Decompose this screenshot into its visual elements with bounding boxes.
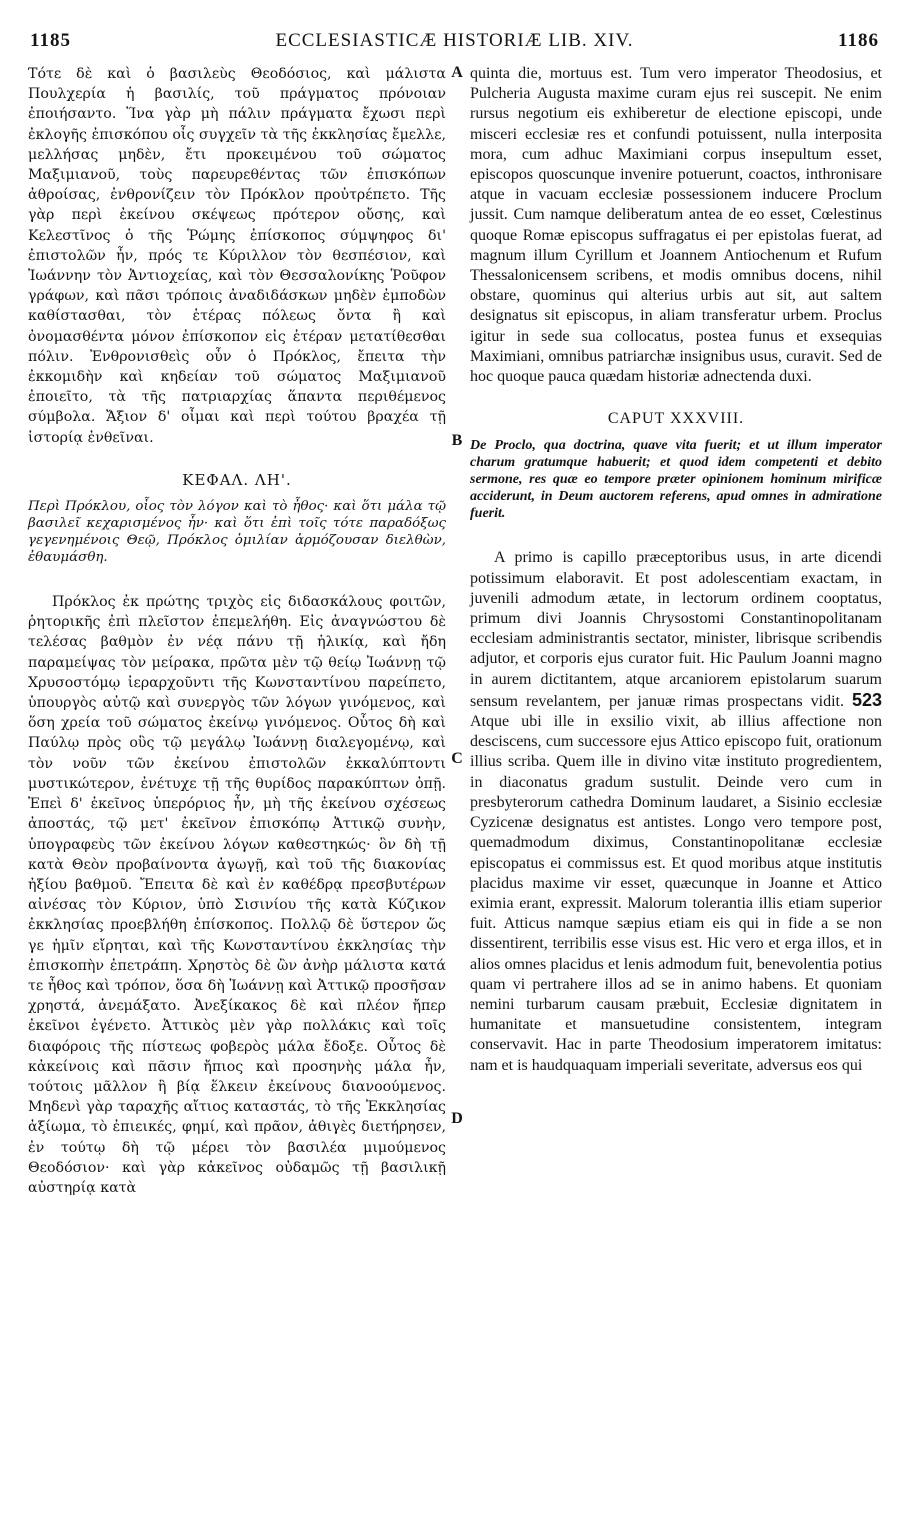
greek-column: [28, 64, 446, 1198]
latin-paragraph-1: quinta die, mortuus est. Tum vero imperator Theodosius, et Pulcheria Augusta maxime curam ejus rei suscepit. Ne enim rursus negotium eis exhiberetur de electione episcopi, unde misceri ecclesiæ res et confundi potuissent, nulla interposita mora, cum adhuc Maximiani corpus insepultum esset, episcopos quoscunque invenire potuerunt, coactos, inthronisare atque in vacuam ecclesiæ possessionem inducere Proclum jussit. Cum namque deliberatum antea de eo esset, Cœlestinus quoque Romæ episcopus suffragatus ei per epistolas fuerat, ad magnum illum Cyrillum et Joannem Antiochenum et Rufum Thessalonicensem scribens, et modis omnibus docens, nihil obstare, quominus qui alterius urbis aut sit, aut saltem designatus sit episcopus, in aliam transferatur urbem. Proclus igitur in sede sua collocatus, postea funus et exsequias Maximiani, omnibus patriarchæ insignibus usus, curavit. Sed de hoc quoque pauca quædam historiæ adnectenda duxi.: [470, 65, 882, 386]
margin-letter-d: D: [451, 1110, 463, 1127]
page-header: [30, 30, 879, 58]
page-number-left: 1185: [30, 30, 71, 51]
latin-paragraph-2: [470, 548, 882, 1075]
latin-chapter-title: CAPUT XXXVIII.: [607, 410, 745, 428]
margin-letter-b: B: [451, 432, 463, 449]
page-marker: 523: [851, 689, 883, 710]
latin-column: [470, 64, 882, 1076]
running-title: ECCLESIASTICÆ HISTORIÆ LIB. XIV.: [275, 30, 634, 51]
latin-paragraph-2a: A primo is capillo præceptoribus usus, in arte dicendi potissimum elaboravit. Et post adolescentiam exactam, in juvenili admodum ætate, in lectorum ordinem cooptatus, primum divi Joannis Chrysostomi Constantinopolitanam ecclesiam administrantis sectator, minister, librisque scribendis adjutor, et corporis ejus curator fuit. Hic Paulum Joanni magno in aurem dictitantem, atque arcaniorem epistolarum suarum sensum revelantem, per januæ rimas prospectans vidit.: [470, 549, 882, 710]
latin-paragraph-2b: Atque ubi ille in exsilio vixit, ab illius affectione non desciscens, cum successore ejus Attico episcopo fuit, orationum illius scriba. Quem ille in divino vitæ instituto progredientem, in diaconatus gradum sustulit. Deinde vero cum in presbyterorum cathedra Dominum laudaret, a Sisinio ecclesiæ Cyzicenæ designatus est antistes. Longo vero tempore post, quemadmodum diximus, Constantinopolitanæ ecclesiæ episcopatus ei commissus est. Et quod moribus atque institutis placidus maxime vir esset, quæcunque in Joanne et Attico eximia erant, expressit. Malorum tolerantia illis etiam superior fuit. Atticus namque sæpius etiam eis qui in fide a se non dissentirent, terribilis esse visus est. Hic vero et erga illos, et in alios omnes placidus et lenis admodum fuit, benevolentia potius quam vi pertrahere illos ad se in animo habens. Et quoniam nemini turbarum causam præbuit, Ecclesiæ dignitatem in humanitate et mansuetudine consistentem, integram conservavit. Hac in parte Theodosium imperatorem imitatus: nam et is haudquaquam imperiali severitate, adversus eos qui: [470, 713, 882, 1074]
greek-paragraph-2: Πρόκλος ἐκ πρώτης τριχὸς εἰς διδασκάλους φοιτῶν, ῥητορικῆς ἐπὶ πλεῖστον ἐπεμελήθη. Εἰς ἀναγνώστου δὲ τελέσας βαθμὸν ἐν νέᾳ πάνυ τῇ ἡλικίᾳ, καὶ ἤδη παραμείψας τὸν μείρακα, πρῶτα μὲν τῷ θείῳ Ἰωάννῃ τῷ Χρυσοστόμῳ ἱεραρχοῦντι τῆς Κωνσταντίνου παρείπετο, ὑπουργὸς αὐτῷ καὶ συνεργὸς τῶν λόγων γινόμενος, καὶ ὅση χρεία τοῦ σώματος ἐκείνῳ γινόμενος. Οὗτος δὴ καὶ Παύλῳ πρὸς οὓς τῷ μεγάλῳ Ἰωάννῃ διαλεγομένῳ, καὶ τὸν νοῦν τῶν ἐκείνου ἐπιστολῶν ἐκκαλύπτοντι μυστικώτερον, ἐνέτυχε τῇ τῆς θυρίδος παρακύπτων ὀπῇ. Ἐπεὶ δ' ἐκεῖνος ὑπερόριος ἦν, μὴ τῆς ἐκείνου σχέσεως ἀποστάς, τῷ μετ' ἐκεῖνον ἐπισκόπῳ Ἀττικῷ συνὴν, ὑπογραφεὺς τῶν ἐκείνου λόγων καθεστηκώς· ὃν δὴ τῇ κατὰ Θεὸν προβαίνοντα ἀγωγῇ, καὶ τοῦ τῆς διακονίας ἠξίου βαθμοῦ. Ἔπειτα δὲ καὶ ἐν καθέδρᾳ πρεσβυτέρων αἰνέσας τὸν Κύριον, ὑπὸ Σισινίου τῆς κατὰ Κύζικον ἐκκλησίας προεβλήθη ἐπίσκοπος. Πολλῷ δὲ ὕστερον ὥς γε ἡμῖν εἴρηται, καὶ τῆς Κωνσταντίνου ἐκκλησίας τὴν ἐπισκοπὴν ἐπετράπη. Χρηστὸς δὲ ὢν ἀνὴρ μάλιστα κατά τε ἦθος καὶ τρόπον, ὅσα δὴ Ἰωάννῃ καὶ Ἀττικῷ προσῆσαν χρηστά, ἀνεμάξατο. Ἀνεξίκακος δὲ καὶ πλέον ἤπερ ἐκεῖνοι ἐγένετο. Ἀττικὸς μὲν γὰρ πολλάκις καὶ τοῖς διαφόροις τῆς πίστεως φοβερὸς μάλα ἔδοξε. Οὗτος δὲ κἀκείνοις καὶ πᾶσιν ἤπιος καὶ προσηνὴς μάλα ἦν, τούτοις μᾶλλον ἢ βίᾳ ἕλκειν ἐκείνους διανοούμενος. Μηδενὶ γὰρ ταραχῆς αἴτιος καταστάς, τὸ τῆς Ἐκκλησίας ἀξίωμα, τὸ ἐπιεικές, φημί, καὶ πρᾶον, ἀθιγὲς διετήρησεν, ἐν τούτῳ δὴ τῷ μέρει τὸν βασιλέα μιμούμενος Θεοδόσιον· καὶ γὰρ κἀκεῖνος οὐδαμῶς τῇ βασιλικῇ αὐστηρίᾳ κατὰ: [28, 594, 446, 1196]
greek-chapter-summary: Περὶ Πρόκλου, οἷος τὸν λόγον καὶ τὸ ἦθος· καὶ ὅτι μάλα τῷ βασιλεῖ κεχαρισμένος ἦν· καὶ ὅτι ἐπὶ τοῖς τότε παραδόξως γεγενημένοις Θεῷ, Πρόκλος ὁμιλίαν ἁρμόζουσαν διελθὼν, ἐθαυμάσθη.: [28, 499, 446, 566]
page-number-right: 1186: [838, 30, 879, 51]
margin-letter-c: C: [451, 750, 463, 767]
greek-paragraph-1: Τότε δὲ καὶ ὁ βασιλεὺς Θεοδόσιος, καὶ μάλιστα Πουλχερία ἡ βασιλίς, τοῦ πράγματος πρόνοιαν ἐποιήσαντο. Ἵνα γὰρ μὴ πάλιν πράγματα ἔχωσι περὶ ἐκλογῆς ἐπισκόπου οἷς συγχεῖν τὰ τῆς ἐκκλησίας ἔμελλε, μελλήσας μηδὲν, ἔτι προκειμένου τοῦ σώματος Μαξιμιανοῦ, τοὺς παρευρεθέντας τῶν ἐπισκόπων ἀθροίσας, ἐνθρονίζειν τὸν Πρόκλον προὐτρέπετο. Τῆς γὰρ περὶ ἐκείνου σκέψεως πρότερον οὔσης, καὶ Κελεστῖνος ὁ τῆς Ῥώμης ἐπίσκοπος σύμψηφος δι' ἐπιστολῶν ἦν, πρός τε Κύριλλον τὸν θεσπέσιον, καὶ Ἰωάννην τὸν Ἀντιοχείας, καὶ τὸν Θεσσαλονίκης Ῥοῦφον γράφων, καὶ πᾶσι τρόποις ἀναδιδάσκων μηδὲν ἐμποδὼν καθίστασθαι, τὸν ἑτέρας πόλεως ὄντα ἢ καὶ ὀνομασθέντα μόνον ἐπίσκοπον εἰς ἑτέραν μετατίθεσθαι πόλιν. Ἐνθρονισθεὶς οὖν ὁ Πρόκλος, ἔπειτα τὴν ἐκκομιδὴν καὶ κηδείαν τοῦ σώματος Μαξιμιανοῦ ἐποιεῖτο, τὰ τῆς πατριαρχίας ἅπαντα περιθέμενος σύμβολα. Ἄξιον δ' οἶμαι καὶ περὶ τούτου βραχέα τῇ ἱστορίᾳ ἐνθεῖναι.: [28, 66, 446, 446]
greek-chapter-title: ΚΕΦΑΛ. ΛΗ'.: [182, 470, 292, 489]
latin-chapter-summary: De Proclo, qua doctrina, quave vita fuerit; et ut illum imperator charum gratumque habuerit; et quod idem competenti et debito sermone, res quæ eo tempore præter opinionem hominum mirificæ acciderunt, in Deum auctorem referens, apud omnes in admiratione fuerit.: [470, 438, 882, 522]
margin-letter-a: A: [451, 64, 463, 81]
